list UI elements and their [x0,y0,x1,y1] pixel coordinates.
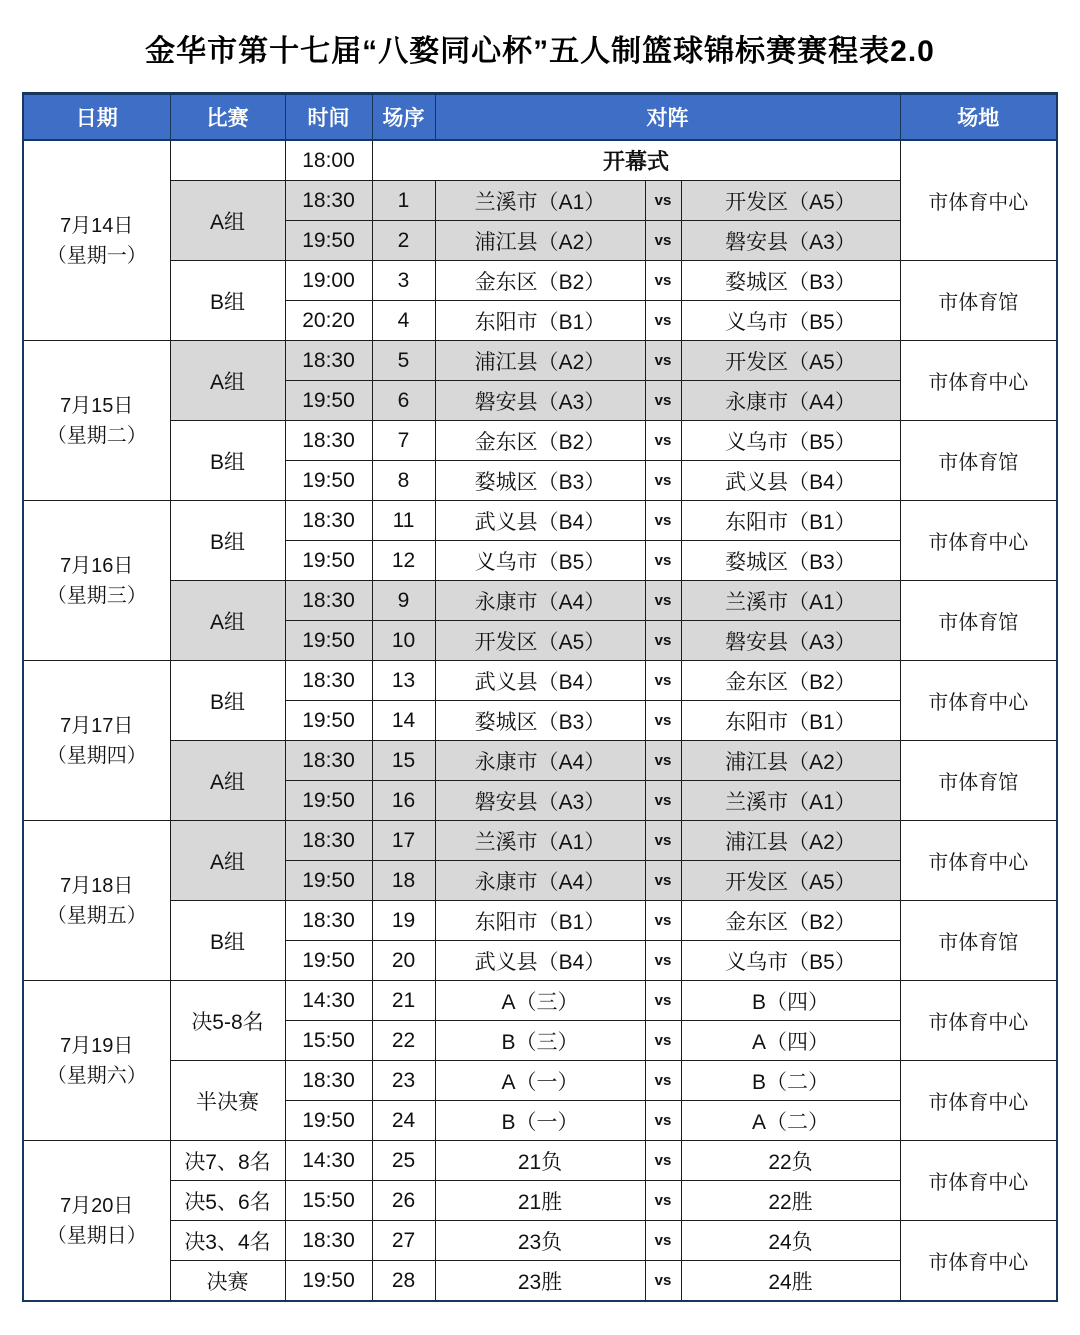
home-team-cell: 21负 [435,1141,645,1181]
vs-label: vs [645,541,681,581]
time-cell: 14:30 [285,981,372,1021]
vs-label: vs [645,341,681,381]
time-cell: 18:30 [285,501,372,541]
schedule-row [23,1221,1057,1261]
date-cell [23,1141,170,1302]
away-team-cell: 浦江县（A2） [681,741,900,781]
time-cell: 18:30 [285,581,372,621]
away-team-cell: 婺城区（B3） [681,541,900,581]
schedule-row [23,821,1057,861]
away-team-cell: 东阳市（B1） [681,501,900,541]
away-team-cell: 东阳市（B1） [681,701,900,741]
vs-label: vs [645,181,681,221]
vs-label: vs [645,1021,681,1061]
home-team-cell: 21胜 [435,1181,645,1221]
group-cell: A组 [170,741,285,821]
away-team-cell: A（二） [681,1101,900,1141]
vs-label: vs [645,1181,681,1221]
home-team-cell: B（一） [435,1101,645,1141]
vs-label: vs [645,701,681,741]
vs-label: vs [645,501,681,541]
away-team-cell: 武义县（B4） [681,461,900,501]
venue-cell: 市体育馆 [900,261,1057,341]
venue-cell: 市体育中心 [900,341,1057,421]
away-team-cell: 义乌市（B5） [681,941,900,981]
group-cell: 决7、8名 [170,1141,285,1181]
header-order: 场序 [372,94,435,141]
away-team-cell: 磐安县（A3） [681,221,900,261]
vs-label: vs [645,421,681,461]
vs-label: vs [645,661,681,701]
date-line: （星期四） [46,744,147,767]
time-cell: 19:50 [285,781,372,821]
away-team-cell: 金东区（B2） [681,661,900,701]
time-cell: 18:30 [285,901,372,941]
date-line: 7月15日 [60,394,134,417]
time-cell: 15:50 [285,1181,372,1221]
order-cell: 10 [372,621,435,661]
date-cell [23,140,170,341]
date-cell [23,661,170,821]
group-cell: A组 [170,821,285,901]
venue-cell: 市体育中心 [900,981,1057,1061]
home-team-cell: 金东区（B2） [435,261,645,301]
vs-label: vs [645,821,681,861]
date-line: （星期日） [46,1224,147,1247]
order-cell: 27 [372,1221,435,1261]
schedule-row [23,661,1057,701]
order-cell: 9 [372,581,435,621]
table-header-row [23,94,1057,141]
header-time: 时间 [285,94,372,141]
time-cell: 18:30 [285,421,372,461]
schedule-row [23,421,1057,461]
time-cell: 18:30 [285,821,372,861]
date-line: （星期六） [46,1064,147,1087]
time-cell: 20:20 [285,301,372,341]
home-team-cell: 金东区（B2） [435,421,645,461]
home-team-cell: 磐安县（A3） [435,381,645,421]
schedule-row [23,1061,1057,1101]
group-cell: B组 [170,661,285,741]
away-team-cell: B（二） [681,1061,900,1101]
home-team-cell: 浦江县（A2） [435,221,645,261]
vs-label: vs [645,1061,681,1101]
home-team-cell: 永康市（A4） [435,741,645,781]
order-cell: 2 [372,221,435,261]
order-cell: 1 [372,181,435,221]
venue-cell: 市体育中心 [900,1061,1057,1141]
group-cell: B组 [170,421,285,501]
home-team-cell: 武义县（B4） [435,661,645,701]
date-line: （星期三） [46,584,147,607]
vs-label: vs [645,221,681,261]
away-team-cell: 磐安县（A3） [681,621,900,661]
venue-cell: 市体育馆 [900,741,1057,821]
time-cell: 19:50 [285,941,372,981]
away-team-cell: B（四） [681,981,900,1021]
order-cell: 23 [372,1061,435,1101]
away-team-cell: 永康市（A4） [681,381,900,421]
time-cell: 19:50 [285,701,372,741]
header-matchup: 对阵 [435,94,900,141]
schedule-row [23,581,1057,621]
group-cell: A组 [170,341,285,421]
order-cell: 19 [372,901,435,941]
schedule-body [23,140,1057,1301]
order-cell: 26 [372,1181,435,1221]
away-team-cell: 开发区（A5） [681,341,900,381]
order-cell: 5 [372,341,435,381]
order-cell: 14 [372,701,435,741]
time-cell: 19:50 [285,1261,372,1302]
header-venue: 场地 [900,94,1057,141]
date-line: （星期一） [46,244,147,267]
vs-label: vs [645,1261,681,1302]
time-cell: 19:50 [285,1101,372,1141]
order-cell: 22 [372,1021,435,1061]
home-team-cell: 武义县（B4） [435,501,645,541]
venue-cell: 市体育中心 [900,661,1057,741]
home-team-cell: 兰溪市（A1） [435,821,645,861]
vs-label: vs [645,381,681,421]
home-team-cell: 永康市（A4） [435,861,645,901]
home-team-cell: 开发区（A5） [435,621,645,661]
time-cell: 14:30 [285,1141,372,1181]
date-line: 7月14日 [60,214,134,237]
venue-cell: 市体育馆 [900,901,1057,981]
away-team-cell: 兰溪市（A1） [681,781,900,821]
schedule-row [23,1141,1057,1181]
group-cell: 半决赛 [170,1061,285,1141]
group-cell: 决3、4名 [170,1221,285,1261]
away-team-cell: 义乌市（B5） [681,421,900,461]
vs-label: vs [645,581,681,621]
date-line: 7月17日 [60,714,134,737]
date-line: 7月19日 [60,1034,134,1057]
page-title: 金华市第十七届“八婺同心杯”五人制篮球锦标赛赛程表2.0 [145,35,935,68]
group-cell [170,140,285,181]
date-line: 7月20日 [60,1194,134,1217]
away-team-cell: A（四） [681,1021,900,1061]
schedule-row [23,981,1057,1021]
time-cell: 15:50 [285,1021,372,1061]
away-team-cell: 24负 [681,1221,900,1261]
time-cell: 18:30 [285,1221,372,1261]
home-team-cell: 23胜 [435,1261,645,1302]
vs-label: vs [645,781,681,821]
date-line: （星期五） [46,904,147,927]
home-team-cell: 23负 [435,1221,645,1261]
order-cell: 6 [372,381,435,421]
vs-label: vs [645,1221,681,1261]
schedule-row [23,261,1057,301]
home-team-cell: 东阳市（B1） [435,901,645,941]
vs-label: vs [645,741,681,781]
away-team-cell: 婺城区（B3） [681,261,900,301]
away-team-cell: 开发区（A5） [681,181,900,221]
vs-label: vs [645,901,681,941]
order-cell: 20 [372,941,435,981]
vs-label: vs [645,261,681,301]
vs-label: vs [645,1101,681,1141]
group-cell: 决赛 [170,1261,285,1302]
order-cell: 8 [372,461,435,501]
schedule-row [23,501,1057,541]
date-cell [23,981,170,1141]
home-team-cell: 婺城区（B3） [435,701,645,741]
order-cell: 11 [372,501,435,541]
schedule-row [23,140,1057,181]
group-cell: A组 [170,581,285,661]
vs-label: vs [645,301,681,341]
opening-ceremony-cell: 开幕式 [372,140,900,181]
away-team-cell: 开发区（A5） [681,861,900,901]
time-cell: 18:30 [285,341,372,381]
date-cell [23,341,170,501]
home-team-cell: 永康市（A4） [435,581,645,621]
away-team-cell: 22胜 [681,1181,900,1221]
venue-cell: 市体育馆 [900,421,1057,501]
date-line: 7月16日 [60,554,134,577]
time-cell: 19:50 [285,381,372,421]
vs-label: vs [645,621,681,661]
home-team-cell: 婺城区（B3） [435,461,645,501]
order-cell: 12 [372,541,435,581]
venue-cell: 市体育中心 [900,501,1057,581]
order-cell: 24 [372,1101,435,1141]
order-cell: 4 [372,301,435,341]
order-cell: 25 [372,1141,435,1181]
group-cell: B组 [170,901,285,981]
home-team-cell: 磐安县（A3） [435,781,645,821]
schedule-table [22,92,1058,1302]
home-team-cell: 武义县（B4） [435,941,645,981]
time-cell: 19:50 [285,541,372,581]
home-team-cell: A（一） [435,1061,645,1101]
date-line: 7月18日 [60,874,134,897]
home-team-cell: 兰溪市（A1） [435,181,645,221]
order-cell: 28 [372,1261,435,1302]
header-date: 日期 [23,94,170,141]
venue-cell: 市体育中心 [900,821,1057,901]
venue-cell: 市体育中心 [900,1221,1057,1302]
time-cell: 18:00 [285,140,372,181]
time-cell: 19:50 [285,221,372,261]
time-cell: 19:00 [285,261,372,301]
home-team-cell: 东阳市（B1） [435,301,645,341]
schedule-row [23,741,1057,781]
vs-label: vs [645,461,681,501]
order-cell: 18 [372,861,435,901]
time-cell: 18:30 [285,181,372,221]
away-team-cell: 金东区（B2） [681,901,900,941]
home-team-cell: B（三） [435,1021,645,1061]
away-team-cell: 浦江县（A2） [681,821,900,861]
order-cell: 13 [372,661,435,701]
vs-label: vs [645,981,681,1021]
order-cell: 21 [372,981,435,1021]
time-cell: 18:30 [285,1061,372,1101]
schedule-row [23,901,1057,941]
order-cell: 7 [372,421,435,461]
away-team-cell: 24胜 [681,1261,900,1302]
home-team-cell: 浦江县（A2） [435,341,645,381]
away-team-cell: 义乌市（B5） [681,301,900,341]
time-cell: 19:50 [285,861,372,901]
group-cell: 决5、6名 [170,1181,285,1221]
home-team-cell: A（三） [435,981,645,1021]
venue-cell: 市体育中心 [900,140,1057,261]
group-cell: B组 [170,501,285,581]
order-cell: 16 [372,781,435,821]
away-team-cell: 22负 [681,1141,900,1181]
time-cell: 19:50 [285,621,372,661]
date-line: （星期二） [46,424,147,447]
time-cell: 19:50 [285,461,372,501]
time-cell: 18:30 [285,661,372,701]
venue-cell: 市体育馆 [900,581,1057,661]
group-cell: 决5-8名 [170,981,285,1061]
group-cell: A组 [170,181,285,261]
venue-cell: 市体育中心 [900,1141,1057,1221]
header-group: 比赛 [170,94,285,141]
vs-label: vs [645,941,681,981]
vs-label: vs [645,861,681,901]
away-team-cell: 兰溪市（A1） [681,581,900,621]
home-team-cell: 义乌市（B5） [435,541,645,581]
vs-label: vs [645,1141,681,1181]
group-cell: B组 [170,261,285,341]
order-cell: 15 [372,741,435,781]
schedule-row [23,341,1057,381]
date-cell [23,501,170,661]
date-cell [23,821,170,981]
time-cell: 18:30 [285,741,372,781]
order-cell: 17 [372,821,435,861]
order-cell: 3 [372,261,435,301]
